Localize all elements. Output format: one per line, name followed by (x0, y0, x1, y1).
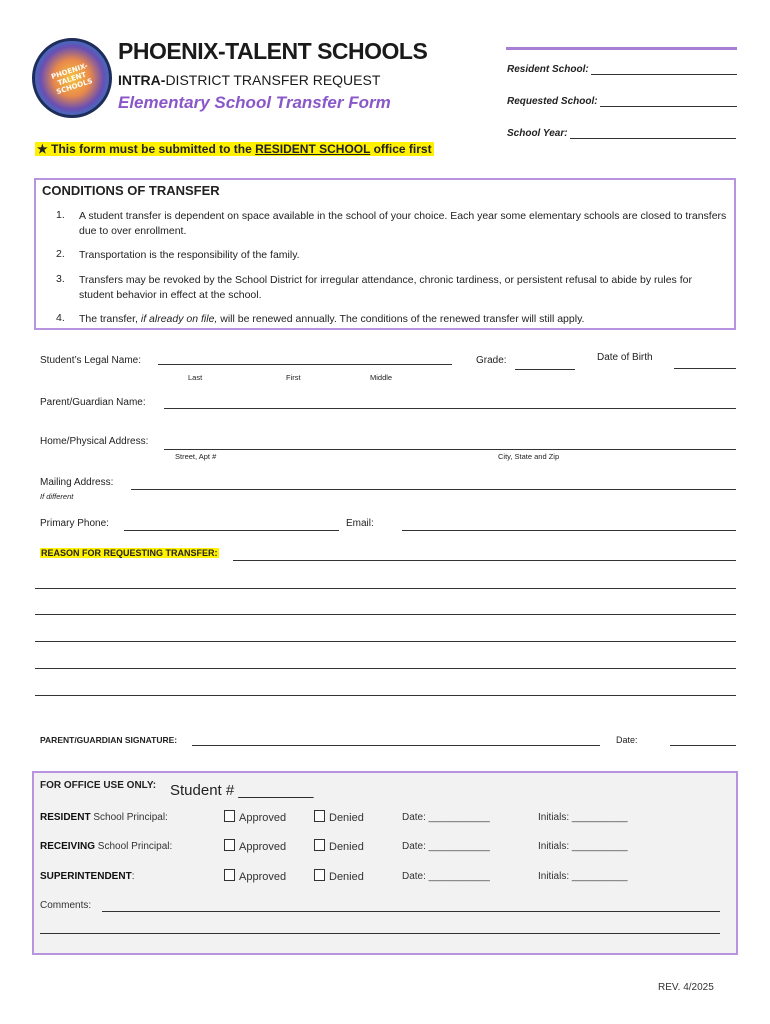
condition-number: 4. (56, 312, 65, 324)
superintendent-date-field[interactable]: Date: ___________ (402, 871, 490, 882)
dob-label: Date of Birth (597, 352, 653, 363)
mailing-address-line[interactable] (131, 489, 736, 490)
parent-name-label: Parent/Guardian Name: (40, 397, 146, 408)
office-use-title: FOR OFFICE USE ONLY: (40, 780, 157, 791)
condition-text: Transfers may be revoked by the School District for irregular attendance, chronic tardiness, or persistent refusal to abide by rules for student behavior in effect at the school. (79, 274, 692, 301)
school-year-label: School Year: (507, 128, 568, 139)
superintendent-label (40, 871, 134, 882)
condition-text: Transportation is the responsibility of the family. (79, 249, 300, 261)
mailing-address-label: Mailing Address: (40, 477, 114, 488)
org-title: PHOENIX-TALENT SCHOOLS (118, 38, 428, 64)
district-logo (32, 38, 112, 118)
resident-school-blank[interactable] (591, 74, 737, 75)
condition-text-italic: if already on file, (140, 313, 218, 325)
email-label: Email: (346, 518, 374, 529)
reason-line[interactable] (233, 560, 736, 561)
parent-name-line[interactable] (164, 408, 736, 409)
if-different-caption: If different (40, 492, 74, 501)
phone-label: Primary Phone: (40, 518, 109, 529)
checkbox-icon[interactable] (224, 839, 235, 851)
requested-school-field[interactable] (507, 96, 737, 107)
last-name-caption: Last (188, 373, 203, 382)
signature-label: PARENT/GUARDIAN SIGNATURE: (40, 735, 178, 745)
school-year-field[interactable] (507, 128, 736, 139)
form-subtitle (118, 72, 380, 88)
logo-text: PHOENIX-TALENT SCHOOLS (50, 61, 94, 97)
checkbox-icon[interactable] (224, 810, 235, 822)
notice-underlined: RESIDENT SCHOOL (255, 142, 371, 156)
signature-date-line[interactable] (670, 745, 736, 746)
student-name-line[interactable] (158, 364, 452, 365)
office-row-rest: School Principal: (95, 841, 173, 852)
revision-label: REV. 4/2025 (658, 982, 714, 993)
reason-label: REASON FOR REQUESTING TRANSFER: (41, 548, 218, 558)
requested-school-label: Requested School: (507, 96, 598, 107)
checkbox-icon[interactable] (314, 839, 325, 851)
resident-initials-field[interactable]: Initials: __________ (538, 812, 628, 823)
office-row-rest: : (131, 871, 135, 882)
condition-number: 3. (56, 273, 65, 285)
reason-line[interactable] (35, 588, 736, 589)
phone-line[interactable] (124, 530, 339, 531)
approved-label: Approved (239, 841, 287, 853)
city-caption: City, State and Zip (498, 452, 560, 461)
comments-line[interactable] (40, 933, 720, 934)
approved-label: Approved (239, 812, 287, 824)
signature-date-label: Date: (616, 735, 638, 745)
resident-school-label: Resident School: (507, 64, 589, 75)
comments-label: Comments: (40, 900, 92, 911)
office-row-bold: SUPERINTENDENT (40, 871, 132, 882)
student-name-label: Student’s Legal Name: (40, 355, 141, 366)
superintendent-denied-option[interactable] (314, 869, 364, 883)
grade-label: Grade: (476, 355, 507, 366)
school-year-blank[interactable] (570, 138, 736, 139)
resident-date-field[interactable]: Date: ___________ (402, 812, 490, 823)
submission-notice (35, 142, 434, 156)
office-row-bold: RESIDENT (40, 812, 91, 823)
condition-text: A student transfer is dependent on space available in the school of your choice. Each year some elementary schools are closed to transfers due to over enrollment. (79, 210, 727, 237)
denied-label: Denied (329, 871, 364, 883)
checkbox-icon[interactable] (314, 810, 325, 822)
subtitle-rest: DISTRICT TRANSFER REQUEST (165, 72, 381, 88)
condition-text (79, 312, 729, 327)
star-icon: ★ (37, 142, 48, 156)
notice-text-before: This form must be submitted to the (51, 142, 256, 156)
office-use-box (32, 771, 738, 955)
condition-text-before: The transfer, (79, 313, 141, 325)
reason-line[interactable] (35, 614, 736, 615)
home-address-line[interactable] (164, 449, 736, 450)
condition-number: 2. (56, 248, 65, 260)
reason-line[interactable] (35, 668, 736, 669)
resident-principal-label (40, 812, 168, 823)
denied-label: Denied (329, 812, 364, 824)
receiving-initials-field[interactable]: Initials: __________ (538, 841, 628, 852)
condition-text-after: will be renewed annually. The conditions of the renewed transfer will still apply. (217, 313, 585, 325)
condition-number: 1. (56, 209, 65, 221)
middle-name-caption: Middle (370, 373, 393, 382)
street-caption: Street, Apt # (175, 452, 217, 461)
comments-line[interactable] (102, 911, 720, 912)
checkbox-icon[interactable] (224, 869, 235, 881)
reason-line[interactable] (35, 641, 736, 642)
checkbox-icon[interactable] (314, 869, 325, 881)
form-title: Elementary School Transfer Form (118, 93, 391, 112)
home-address-label: Home/Physical Address: (40, 436, 149, 447)
resident-denied-option[interactable] (314, 810, 364, 824)
resident-school-field[interactable] (507, 64, 737, 75)
receiving-approved-option[interactable] (224, 839, 286, 853)
student-number-field[interactable]: Student # _________ (170, 782, 314, 799)
receiving-denied-option[interactable] (314, 839, 364, 853)
notice-text-after: office first (370, 142, 432, 156)
signature-line[interactable] (192, 745, 600, 746)
email-line[interactable] (402, 530, 736, 531)
grade-line[interactable] (515, 369, 575, 370)
office-row-bold: RECEIVING (40, 841, 96, 852)
header-rule (506, 47, 737, 50)
reason-line[interactable] (35, 695, 736, 696)
conditions-title: CONDITIONS OF TRANSFER (42, 183, 220, 198)
receiving-date-field[interactable]: Date: ___________ (402, 841, 490, 852)
requested-school-blank[interactable] (600, 106, 737, 107)
superintendent-initials-field[interactable]: Initials: __________ (538, 871, 628, 882)
dob-line[interactable] (674, 368, 736, 369)
superintendent-approved-option[interactable] (224, 869, 286, 883)
office-row-rest: School Principal: (90, 812, 168, 823)
resident-approved-option[interactable] (224, 810, 286, 824)
receiving-principal-label (40, 841, 172, 852)
denied-label: Denied (329, 841, 364, 853)
first-name-caption: First (286, 373, 301, 382)
approved-label: Approved (239, 871, 287, 883)
subtitle-bold: INTRA- (118, 72, 166, 88)
